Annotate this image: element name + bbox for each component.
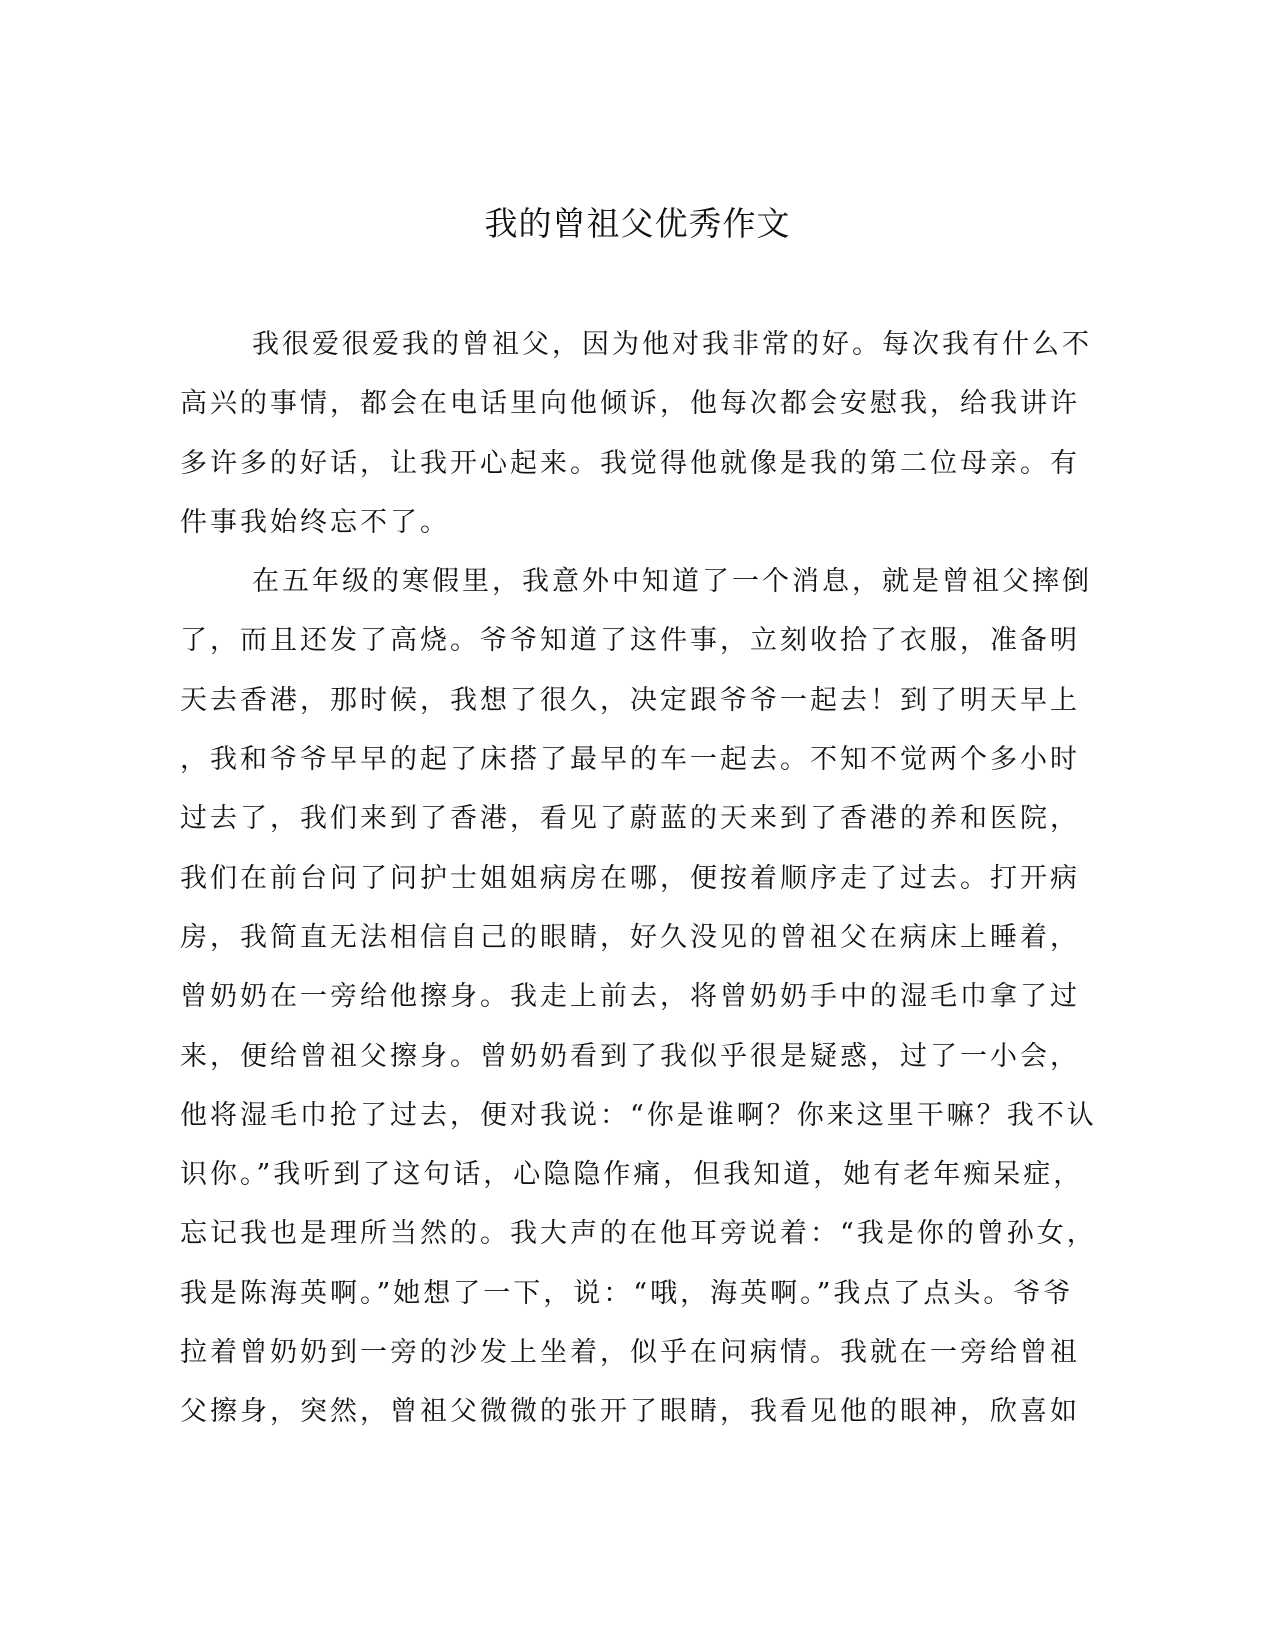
paragraph-2-line: 识你。”我听到了这句话，心隐隐作痛，但我知道，她有老年痴呆症， (180, 1159, 1084, 1191)
paragraph-2-line: 过去了，我们来到了香港，看见了蔚蓝的天来到了香港的养和医院， (180, 803, 1080, 835)
document-title: 我的曾祖父优秀作文 (484, 204, 791, 243)
paragraph-1-line: 多许多的好话，让我开心起来。我觉得他就像是我的第二位母亲。有 (180, 447, 1080, 479)
paragraph-1-line: 我很爱很爱我的曾祖父，因为他对我非常的好。每次我有什么不 (252, 329, 1092, 360)
essay-body (180, 315, 1097, 1442)
paragraph-2-line: 父擦身，突然，曾祖父微微的张开了眼睛，我看见他的眼神，欣喜如 (180, 1396, 1080, 1428)
paragraph-2-line: 拉着曾奶奶到一旁的沙发上坐着，似乎在问病情。我就在一旁给曾祖 (180, 1337, 1080, 1369)
paragraph-2-line: 在五年级的寒假里，我意外中知道了一个消息，就是曾祖父摔倒 (252, 566, 1092, 598)
paragraph-1-line: 件事我始终忘不了。 (180, 506, 450, 538)
paragraph-2-line: 了，而且还发了高烧。爷爷知道了这件事，立刻收拾了衣服，准备明 (180, 625, 1080, 657)
paragraph-2-line: 他将湿毛巾抢了过去，便对我说：“你是谁啊？你来这里干嘛？我不认 (180, 1099, 1097, 1131)
paragraph-1-line: 高兴的事情，都会在电话里向他倾诉，他每次都会安慰我，给我讲许 (180, 388, 1080, 420)
paragraph-2-line: 来，便给曾祖父擦身。曾奶奶看到了我似乎很是疑惑，过了一小会， (180, 1040, 1080, 1072)
paragraph-2-line: 忘记我也是理所当然的。我大声的在他耳旁说着：“我是你的曾孙女， (180, 1218, 1097, 1250)
paragraph-2-line: 曾奶奶在一旁给他擦身。我走上前去，将曾奶奶手中的湿毛巾拿了过 (180, 981, 1080, 1013)
paragraph-2-line: 我是陈海英啊。”她想了一下，说：“哦，海英啊。”我点了点头。爷爷 (180, 1277, 1074, 1309)
paragraph-2-line: ，我和爷爷早早的起了床搭了最早的车一起去。不知不觉两个多小时 (180, 744, 1080, 776)
paragraph-2-line: 我们在前台问了问护士姐姐病房在哪，便按着顺序走了过去。打开病 (180, 862, 1080, 894)
paragraph-2-line: 天去香港，那时候，我想了很久，决定跟爷爷一起去！到了明天早上 (180, 684, 1080, 716)
paragraph-2-line: 房，我简直无法相信自己的眼睛，好久没见的曾祖父在病床上睡着， (180, 921, 1080, 953)
